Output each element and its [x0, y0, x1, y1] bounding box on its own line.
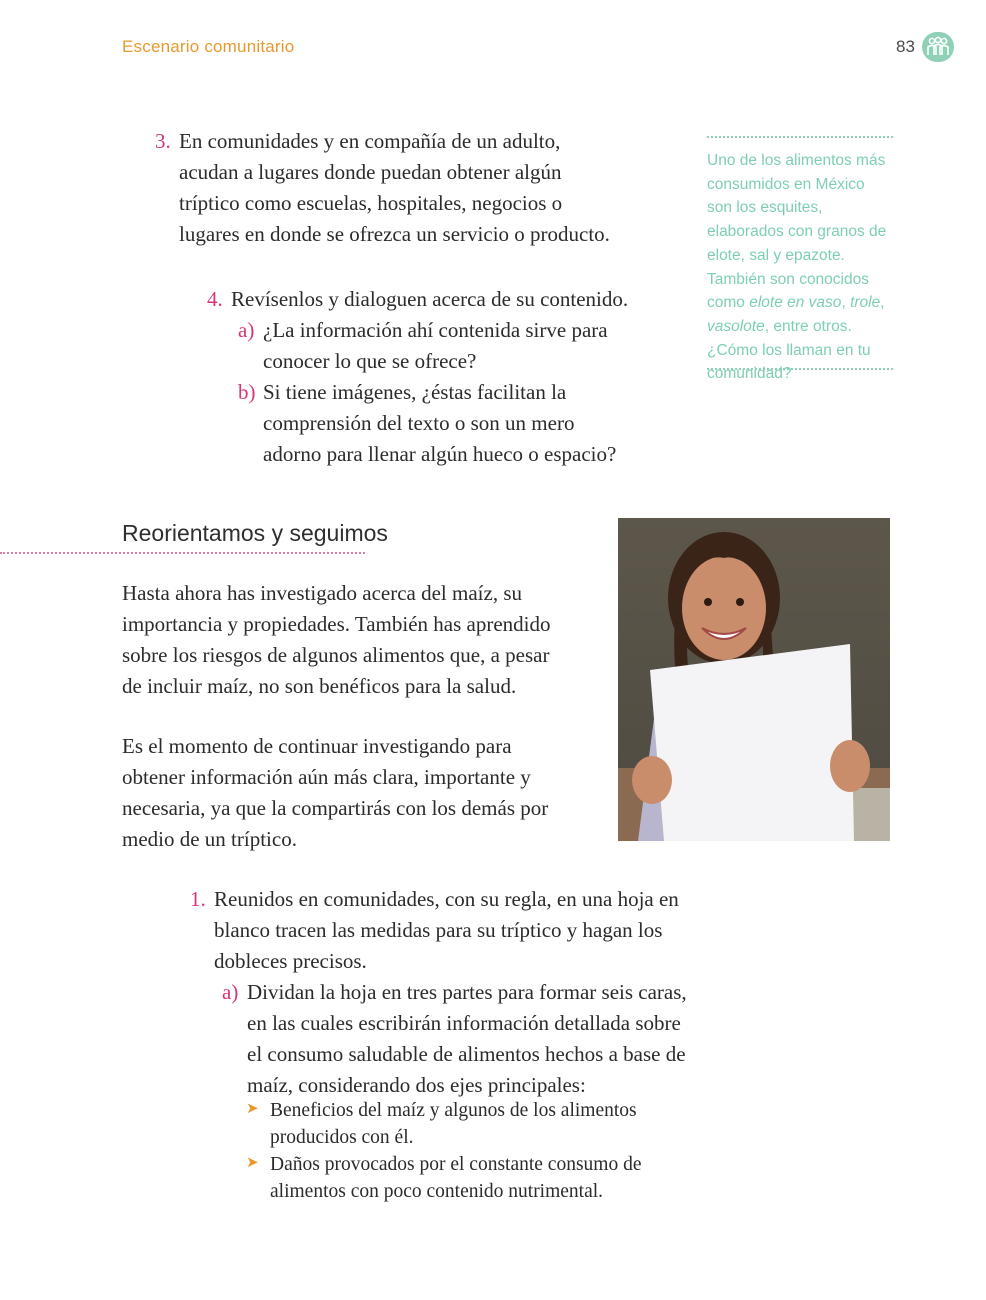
- section-header: Escenario comunitario: [122, 37, 295, 56]
- arrow-bullet-icon: ➤: [246, 1155, 259, 1171]
- sidebar-italic-term: vasolote: [707, 317, 765, 335]
- sub-line: comprensión del texto o son un mero: [263, 411, 575, 435]
- section-divider: [0, 552, 365, 554]
- sidebar-text: Uno de los alimentos más consumidos en México son los esquites, elaborados con granos de elote, sal y epazote. También son conocidos como: [707, 152, 887, 312]
- item-line: blanco tracen las medidas para su tríptico y hagan los: [214, 918, 663, 942]
- paragraph-2: [122, 731, 602, 855]
- paragraph-line: importancia y propiedades. También has aprendido: [122, 612, 551, 636]
- paragraph-line: sobre los riesgos de algunos alimentos que, a pesar: [122, 643, 550, 667]
- sub-line: adorno para llenar algún hueco o espacio?: [263, 442, 617, 466]
- item-line: acudan a lugares donde puedan obtener algún: [179, 160, 562, 184]
- sub-line: ¿La información ahí contenida sirve para: [263, 318, 608, 342]
- section-title: Reorientamos y seguimos: [122, 520, 388, 546]
- bullet-line: Daños provocados por el constante consumo de: [270, 1154, 642, 1175]
- paragraph-line: Hasta ahora has investigado acerca del maíz, su: [122, 581, 522, 605]
- sub-line: Si tiene imágenes, ¿éstas facilitan la: [263, 380, 567, 404]
- sub-line: el consumo saludable de alimentos hechos a base de: [247, 1042, 686, 1066]
- sidebar-note: [707, 136, 893, 383]
- sub-line: Dividan la hoja en tres partes para formar seis caras,: [247, 980, 687, 1004]
- item-number: 1.: [190, 887, 206, 911]
- item-number: 4.: [207, 287, 223, 311]
- paragraph-line: obtener información aún más clara, importante y: [122, 765, 531, 789]
- paragraph-line: necesaria, ya que la compartirás con los demás por: [122, 796, 549, 820]
- item-line: tríptico como escuelas, hospitales, negocios o: [179, 191, 563, 215]
- paragraph-line: medio de un tríptico.: [122, 827, 297, 851]
- bullet-line: producidos con él.: [270, 1127, 414, 1148]
- item-line: Revísenlos y dialoguen acerca de su contenido.: [231, 287, 629, 311]
- sub-line: conocer lo que se ofrece?: [263, 349, 477, 373]
- community-people-icon: [922, 32, 954, 62]
- bullet-line: alimentos con poco contenido nutrimental.: [270, 1181, 604, 1202]
- girl-holding-paper-photo: [618, 518, 890, 841]
- item-number: 3.: [155, 129, 171, 153]
- bullet-line: Beneficios del maíz y algunos de los alimentos: [270, 1100, 637, 1121]
- sidebar-text: , entre otros. ¿Cómo los llaman en tu comunidad?: [707, 317, 871, 383]
- sub-line: maíz, considerando dos ejes principales:: [247, 1073, 586, 1097]
- paragraph-1: [122, 578, 602, 702]
- arrow-bullet-icon: ➤: [246, 1101, 259, 1117]
- sub-letter: a): [238, 318, 255, 342]
- item-line: Reunidos en comunidades, con su regla, en una hoja en: [214, 887, 679, 911]
- item-line: dobleces precisos.: [214, 949, 367, 973]
- paragraph-line: Es el momento de continuar investigando para: [122, 734, 512, 758]
- sub-letter: b): [238, 380, 256, 404]
- sidebar-separator: ,: [841, 294, 851, 312]
- sidebar-separator: ,: [880, 294, 885, 312]
- paragraph-line: de incluir maíz, no son benéficos para la salud.: [122, 674, 517, 698]
- sub-letter: a): [222, 980, 239, 1004]
- sidebar-italic-term: elote en vaso: [749, 294, 842, 312]
- sidebar-italic-term: trole: [850, 294, 881, 312]
- item-line: En comunidades y en compañía de un adulto,: [179, 129, 561, 153]
- sub-line: en las cuales escribirán información detallada sobre: [247, 1011, 681, 1035]
- item-line: lugares en donde se ofrezca un servicio o producto.: [179, 222, 610, 246]
- page-number: 83: [896, 37, 915, 56]
